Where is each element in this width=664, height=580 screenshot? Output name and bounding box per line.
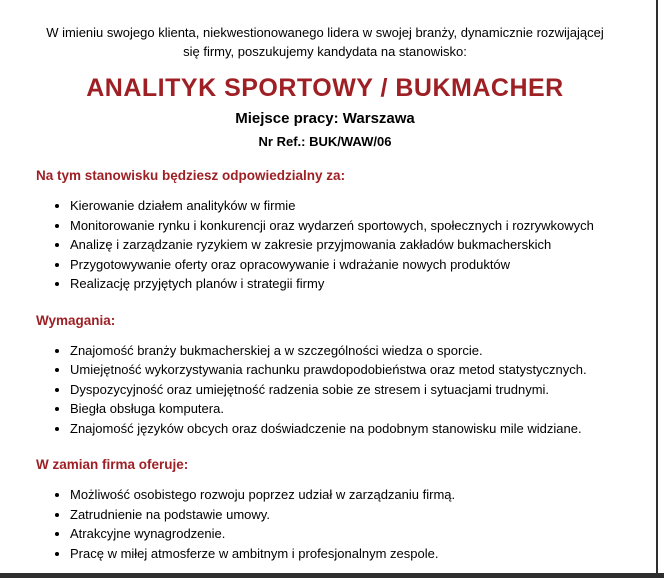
list-item: • Zatrudnienie na podstawie umowy. xyxy=(70,505,650,525)
right-frame-border xyxy=(656,0,658,575)
list-item: • Pracę w miłej atmosferze w ambitnym i profesjonalnym zespole. xyxy=(70,544,650,564)
bullet-list xyxy=(0,485,650,563)
list-item: • Atrakcyjne wynagrodzenie. xyxy=(70,524,650,544)
section-heading: Wymagania: xyxy=(36,312,116,328)
list-item: • Analizę i zarządzanie ryzykiem w zakresie przyjmowania zakładów bukmacherskich xyxy=(70,235,650,255)
list-item: • Możliwość osobistego rozwoju poprzez udział w zarządzaniu firmą. xyxy=(70,485,650,505)
list-item: • Kierowanie działem analityków w firmie xyxy=(70,196,650,216)
list-item: • Biegła obsługa komputera. xyxy=(70,399,650,419)
bullet-list xyxy=(0,196,650,294)
section-responsibilities xyxy=(0,168,650,294)
list-item: • Dyspozycyjność oraz umiejętność radzenia sobie ze stresem i sytuacjami trudnymi. xyxy=(70,380,650,400)
list-item: • Realizację przyjętych planów i strategii firmy xyxy=(70,274,650,294)
job-location: Miejsce pracy: Warszawa xyxy=(235,110,415,127)
list-item: • Znajomość branży bukmacherskiej a w szczególności wiedza o sporcie. xyxy=(70,341,650,361)
list-item: • Znajomość języków obcych oraz doświadczenie na podobnym stanowisku mile widziane. xyxy=(70,419,650,439)
section-heading: W zamian firma oferuje: xyxy=(36,457,189,472)
section-requirements xyxy=(0,313,650,439)
section-heading: Na tym stanowisku będziesz odpowiedzialny za: xyxy=(36,168,346,183)
list-item: • Umiejętność wykorzystywania rachunku prawdopodobieństwa oraz metod statystycznych. xyxy=(70,360,650,380)
bottom-frame-border xyxy=(0,573,664,578)
intro-paragraph xyxy=(0,23,650,61)
job-reference: Nr Ref.: BUK/WAW/06 xyxy=(258,134,392,149)
bullet-list xyxy=(0,341,650,439)
intro-line: W imieniu swojego klienta, niekwestionowanego lidera w swojej branży, dynamicznie rozwijającej xyxy=(46,25,604,40)
intro-line: się firmy, poszukujemy kandydata na stanowisko: xyxy=(183,44,467,59)
job-title: ANALITYK SPORTOWY / BUKMACHER xyxy=(86,74,564,102)
section-offer xyxy=(0,457,650,563)
list-item: • Przygotowywanie oferty oraz opracowywanie i wdrażanie nowych produktów xyxy=(70,255,650,275)
list-item: • Monitorowanie rynku i konkurencji oraz wydarzeń sportowych, społecznych i rozrywkowych xyxy=(70,216,650,236)
